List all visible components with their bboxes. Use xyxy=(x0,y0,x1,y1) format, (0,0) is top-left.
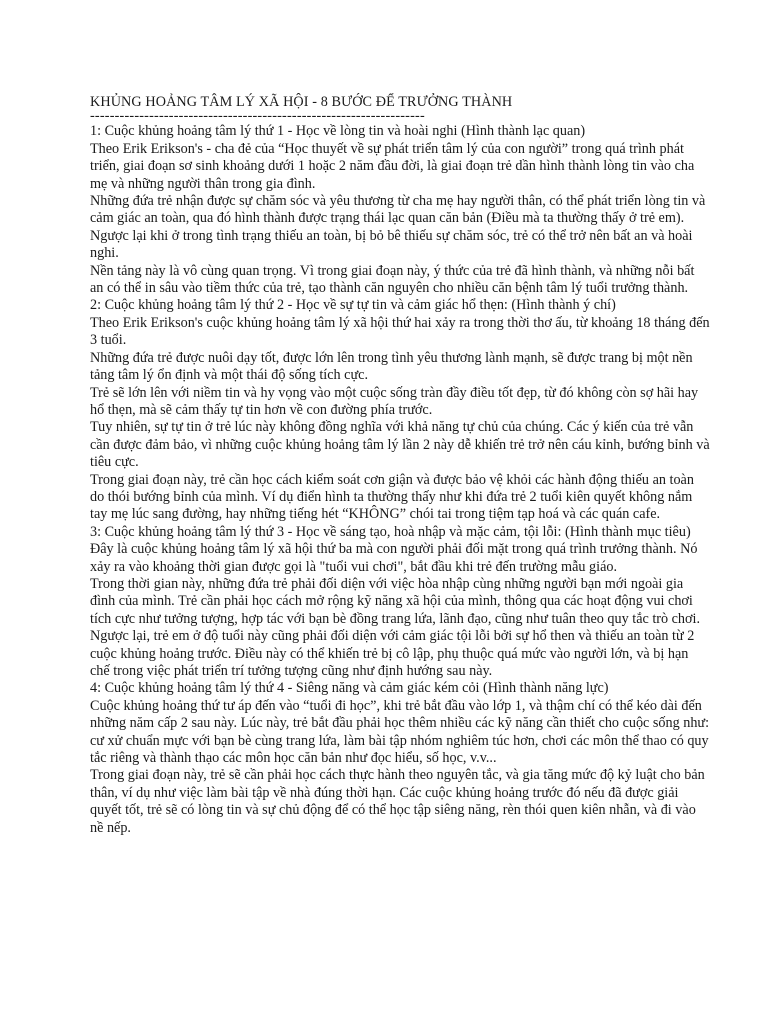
paragraph: 4: Cuộc khủng hoảng tâm lý thứ 4 - Siêng năng và cảm giác kém cỏi (Hình thành năng lực) xyxy=(90,680,609,697)
paragraph: Theo Erik Erikson's cuộc khủng hoảng tâm lý xã hội thứ hai xảy ra trong thời thơ ấu, từ khoảng 18 tháng đến 3 tuổi. xyxy=(90,314,710,349)
paragraph: Tuy nhiên, sự tự tin ở trẻ lúc này không đồng nghĩa với khả năng tự chủ của chúng. Các ý kiến của trẻ vẫn cần được đảm bảo, vì những cuộc khủng hoảng tâm lý lần 2 này dễ khiến trẻ trở nên cáu kỉnh, bướng bỉnh và tiêu cực. xyxy=(90,419,710,471)
paragraph: Cuộc khủng hoảng thứ tư áp đến vào “tuổi đi học”, khi trẻ bắt đầu vào lớp 1, và thậm chí có thể kéo dài đến những năm cấp 2 sau này. Lúc này, trẻ bắt đầu phải học thêm nhiều các kỹ năng cần thiết cho cuộc sống như: cư xử chuẩn mực với bạn bè cùng trang lứa, làm bài tập nhóm nghiêm túc hơn, chơi các môn thể thao có quy tắc riêng và thành thạo các môn học căn bản như đọc hiểu, số học, v.v... xyxy=(90,697,710,767)
paragraph: Đây là cuộc khủng hoảng tâm lý xã hội thứ ba mà con người phải đối mặt trong quá trình trưởng thành. Nó xảy ra vào khoảng thời gian được gọi là "tuổi vui chơi", bắt đầu khi trẻ đến trường mẫu giáo. xyxy=(90,541,698,575)
paragraph: Những đứa trẻ được nuôi dạy tốt, được lớn lên trong tình yêu thương lành mạnh, sẽ được trang bị một nền tảng tâm lý ổn định và một thái độ sống tích cực. xyxy=(90,349,693,384)
paragraph: Trong thời gian này, những đứa trẻ phải đối diện với việc hòa nhập cùng những người bạn mới ngoài gia đình của mình. Trẻ cần phải học cách mở rộng kỹ năng xã hội của mình, thông qua các hoạt động vui chơi tích cực như tưởng tượng, hợp tác với bạn bè đồng trang lứa, lãnh đạo, cũng như tuân theo quy tắc trò chơi. xyxy=(90,575,701,627)
paragraph: Ngược lại, trẻ em ở độ tuổi này cũng phải đối diện với cảm giác tội lỗi bởi sự hổ then và thiếu an toàn từ 2 cuộc khủng hoảng trước. Điều này có thể khiến trẻ bị cô lập, phụ thuộc quá mức vào người lớn, và bị hạn chế trong việc phát triển trí tưởng tượng cũng như định hướng sau này. xyxy=(90,628,695,679)
divider-rule: -------------------------------------------------------------------- xyxy=(90,111,425,124)
paragraph: Trong giai đoạn này, trẻ sẽ cần phải học cách thực hành theo nguyên tắc, và gia tăng mức độ kỷ luật cho bản thân, ví dụ như việc làm bài tập về nhà đúng thời hạn. Các cuộc khủng hoảng trước đó nếu đã được giải quyết tốt, trẻ sẽ có lòng tin và sự chủ động để có thể học tập siêng năng, rèn thói quen kiên nhẫn, và đi vào nề nếp. xyxy=(90,767,705,836)
paragraph: Trong giai đoạn này, trẻ cần học cách kiểm soát cơn giận và được bảo vệ khỏi các hành động thiếu an toàn do thói bướng bỉnh của mình. Ví dụ điển hình ta thường thấy như khi đứa trẻ 2 tuổi kiên quyết không nắm tay mẹ lúc sang đường, hay những tiếng hét “KHÔNG” chói tai trong tiệm tạp hoá và các quán cafe. xyxy=(90,471,694,523)
document-title: KHỦNG HOẢNG TÂM LÝ XÃ HỘI - 8 BƯỚC ĐỂ TRƯỞNG THÀNH xyxy=(90,94,513,110)
paragraph: 1: Cuộc khủng hoảng tâm lý thứ 1 - Học về lòng tin và hoài nghi (Hình thành lạc quan) xyxy=(90,123,586,140)
paragraph: Những đứa trẻ nhận được sự chăm sóc và yêu thương từ cha mẹ hay người thân, có thể phát triển lòng tin và cảm giác an toàn, qua đó hình thành được trạng thái lạc quan căn bản (Điều mà ta thường thấy ở trẻ em). Ngược lại khi ở trong tình trạng thiếu an toàn, bị bỏ bê thiếu sự chăm sóc, trẻ có thể trở nên bất an và hoài nghi. xyxy=(90,193,706,262)
paragraph: Trẻ sẽ lớn lên với niềm tin và hy vọng vào một cuộc sống tràn đầy điều tốt đẹp, từ đó không còn sợ hãi hay hổ thẹn, mà sẽ cảm thấy tự tin hơn về con đường phía trước. xyxy=(90,384,699,418)
paragraph: Nền tảng này là vô cùng quan trọng. Vì trong giai đoạn này, ý thức của trẻ đã hình thành, và những nỗi bất an có thể in sâu vào tiềm thức của trẻ, tạo thành căn nguyên cho nhiều căn bệnh tâm lý tuổi trưởng thành. xyxy=(90,262,695,297)
paragraph: 2: Cuộc khủng hoảng tâm lý thứ 2 - Học về sự tự tin và cảm giác hổ thẹn: (Hình thành ý chí) xyxy=(90,297,616,314)
paragraph: 3: Cuộc khủng hoảng tâm lý thứ 3 - Học về sáng tạo, hoà nhập và mặc cảm, tội lỗi: (Hình thành mục tiêu) xyxy=(90,523,691,540)
paragraph: Theo Erik Erikson's - cha đẻ của “Học thuyết về sự phát triển tâm lý của con người” trong quá trình phát triển, giai đoạn sơ sinh khoảng dưới 1 hoặc 2 năm đầu đời, là giai đoạn trẻ dần hình thành lòng tin vào cha mẹ và những người thân trong gia đình. xyxy=(90,140,695,192)
